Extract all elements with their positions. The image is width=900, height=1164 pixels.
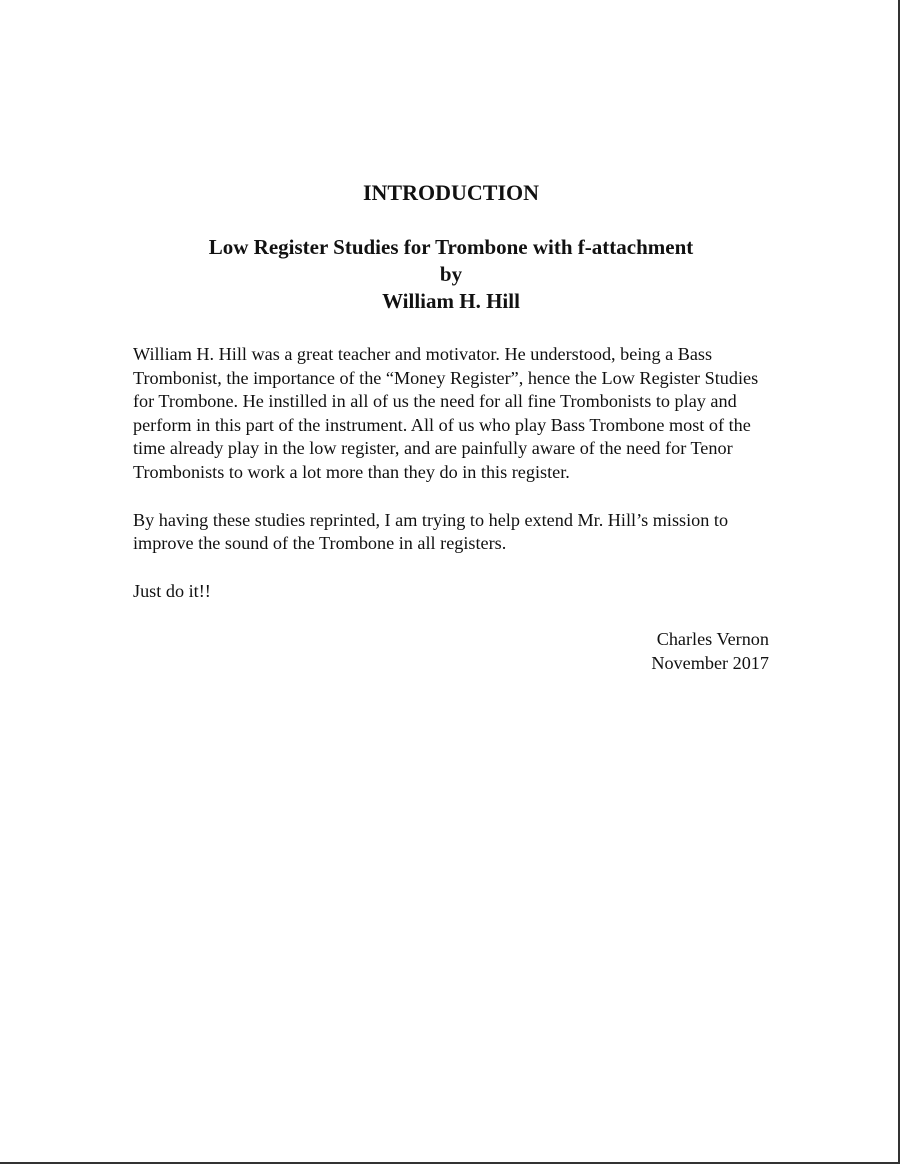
signature-date: November 2017 [651, 653, 769, 674]
paragraph-closing: Just do it!! [133, 580, 211, 601]
title-line-main: Low Register Studies for Trombone with f-attachment [208, 235, 694, 259]
document-title [133, 234, 769, 315]
page-heading: INTRODUCTION [362, 180, 540, 205]
title-line-by: by [439, 262, 463, 286]
signature-block [133, 627, 769, 675]
document-page [133, 180, 769, 675]
paragraph-intro: William H. Hill was a great teacher and motivator. He understood, being a Bass Trombonist, the importance of the “Money Register”, hence the Low Register Studies for Trombone. He instilled in all of us the need for all fine Trombonists to play and perform in this part of the instrument. All of us who play Bass Trombone most of the time already play in the low register, and are painfully aware of the need for Tenor Trombonists to work a lot more than they do in this register. [133, 344, 759, 482]
paragraph-mission: By having these studies reprinted, I am trying to help extend Mr. Hill’s mission to improve the sound of the Trombone in all registers. [133, 509, 729, 554]
title-line-author: William H. Hill [382, 289, 520, 313]
signature-name: Charles Vernon [656, 629, 769, 650]
